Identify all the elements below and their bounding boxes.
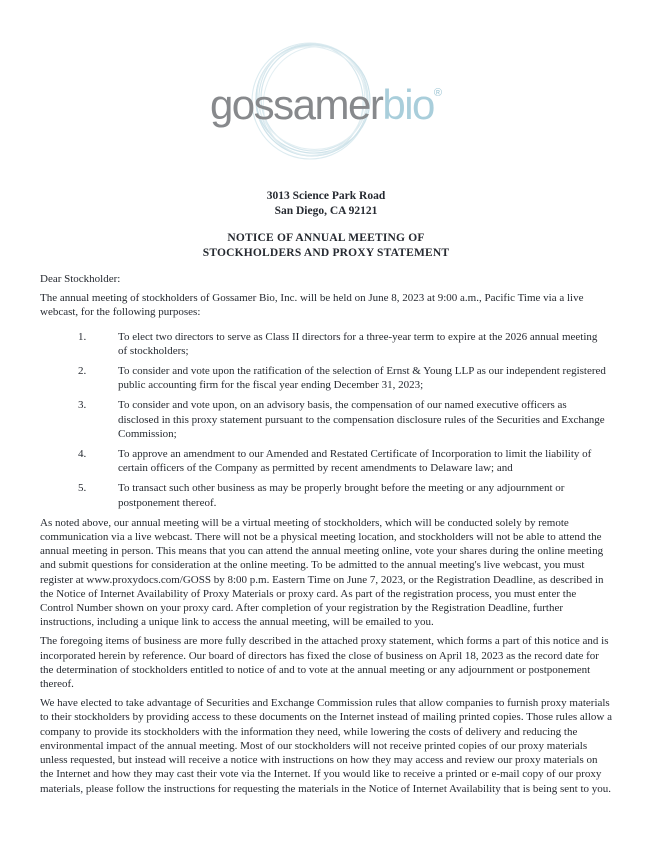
list-item-text: To consider and vote upon the ratification of the selection of Ernst & Young LLP as our independent registered public accounting firm for the fiscal year ending December 31, 2023;: [118, 365, 606, 392]
list-item-text: To transact such other business as may be properly brought before the meeting or any adjournment or postponement thereof.: [118, 482, 565, 509]
notice-title: [0, 231, 652, 261]
list-item-text: To approve an amendment to our Amended and Restated Certificate of Incorporation to limit the liability of certain officers of the Company as permitted by recent amendments to Delaware law; and: [118, 448, 592, 475]
list-item-text: To consider and vote upon, on an advisory basis, the compensation of our named executive officers as disclosed in this proxy statement pursuant to the compensation disclosure rules of the Securities and Exchange Commission;: [118, 399, 605, 440]
list-item-number: 1.: [78, 330, 87, 343]
internet-availability-paragraph: We have elected to take advantage of Securities and Exchange Commission rules that allow companies to furnish proxy materials to their stockholders by providing access to these documents on the Internet instead of mailing printed copies. Those rules allow a company to provide its stockholders with the information they need, while lowering the costs of delivery and reducing the environmental impact of the annual meeting. Most of our stockholders will not receive printed copies of our proxy materials unless requested, but instead will receive a notice with instructions on how they may access and review our proxy materials on the Internet and how they may cast their vote via the Internet. If you would like to receive a printed or e-mail copy of our proxy materials, please follow the instructions for requesting the materials in the Notice of Internet Availability that is being sent to you.: [40, 697, 612, 795]
list-item: [40, 447, 612, 475]
address-line-2: San Diego, CA 92121: [274, 204, 378, 217]
record-date-paragraph: The foregoing items of business are more fully described in the attached proxy statement, which forms a part of this notice and is incorporated herein by reference. Our board of directors has fixed the close of business on April 18, 2023 as the record date for the determination of stockholders entitled to notice of and to vote at the annual meeting or any adjournment or postponement thereof.: [40, 635, 609, 691]
list-item: [40, 398, 612, 441]
list-item-number: 3.: [78, 399, 87, 412]
purpose-list: [40, 330, 612, 510]
company-address: [0, 189, 652, 218]
list-item: [40, 481, 612, 509]
list-item: [40, 330, 612, 358]
document-body: [0, 272, 652, 796]
address-line-1: 3013 Science Park Road: [266, 190, 386, 202]
wordmark-gossamer: gossamer: [209, 81, 383, 128]
list-item-text: To elect two directors to serve as Class II directors for a three-year term to expire at the 2026 annual meeting of stockholders;: [118, 330, 598, 357]
notice-title-line-2: STOCKHOLDERS AND PROXY STATEMENT: [202, 247, 450, 259]
list-item-number: 5.: [78, 482, 87, 495]
virtual-meeting-paragraph: As noted above, our annual meeting will be a virtual meeting of stockholders, which will be conducted solely by remote communication via a live webcast. There will not be a physical meeting location, and stockholders will not be able to attend the annual meeting in person. This means that you can attend the annual meeting online, vote your shares during the online meeting and submit questions for consideration at the online meeting. To be admitted to the annual meeting's live webcast, you must register at www.proxydocs.com/GOSS by 8:00 p.m. Eastern Time on June 7, 2023, or the Registration Deadline, as described in the Notice of Internet Availability of Proxy Materials or proxy card. As part of the registration process, you must enter the Control Number shown on your proxy card. After completion of your registration by the Registration Deadline, further instructions, including a unique link to access the annual meeting, will be emailed to you.: [40, 516, 604, 629]
intro-paragraph: The annual meeting of stockholders of Gossamer Bio, Inc. will be held on June 8, 2023 at 9:00 a.m., Pacific Time via a live webcast, for the following purposes:: [40, 292, 584, 319]
wordmark-bio: bio: [382, 81, 434, 128]
salutation: Dear Stockholder:: [40, 273, 121, 285]
registered-trademark-icon: ®: [433, 87, 443, 99]
list-item: [40, 364, 612, 392]
company-wordmark: [0, 70, 652, 128]
list-item-number: 2.: [78, 365, 87, 378]
company-logo: [0, 34, 652, 184]
notice-title-line-1: NOTICE OF ANNUAL MEETING OF: [227, 232, 425, 244]
list-item-number: 4.: [78, 448, 87, 461]
